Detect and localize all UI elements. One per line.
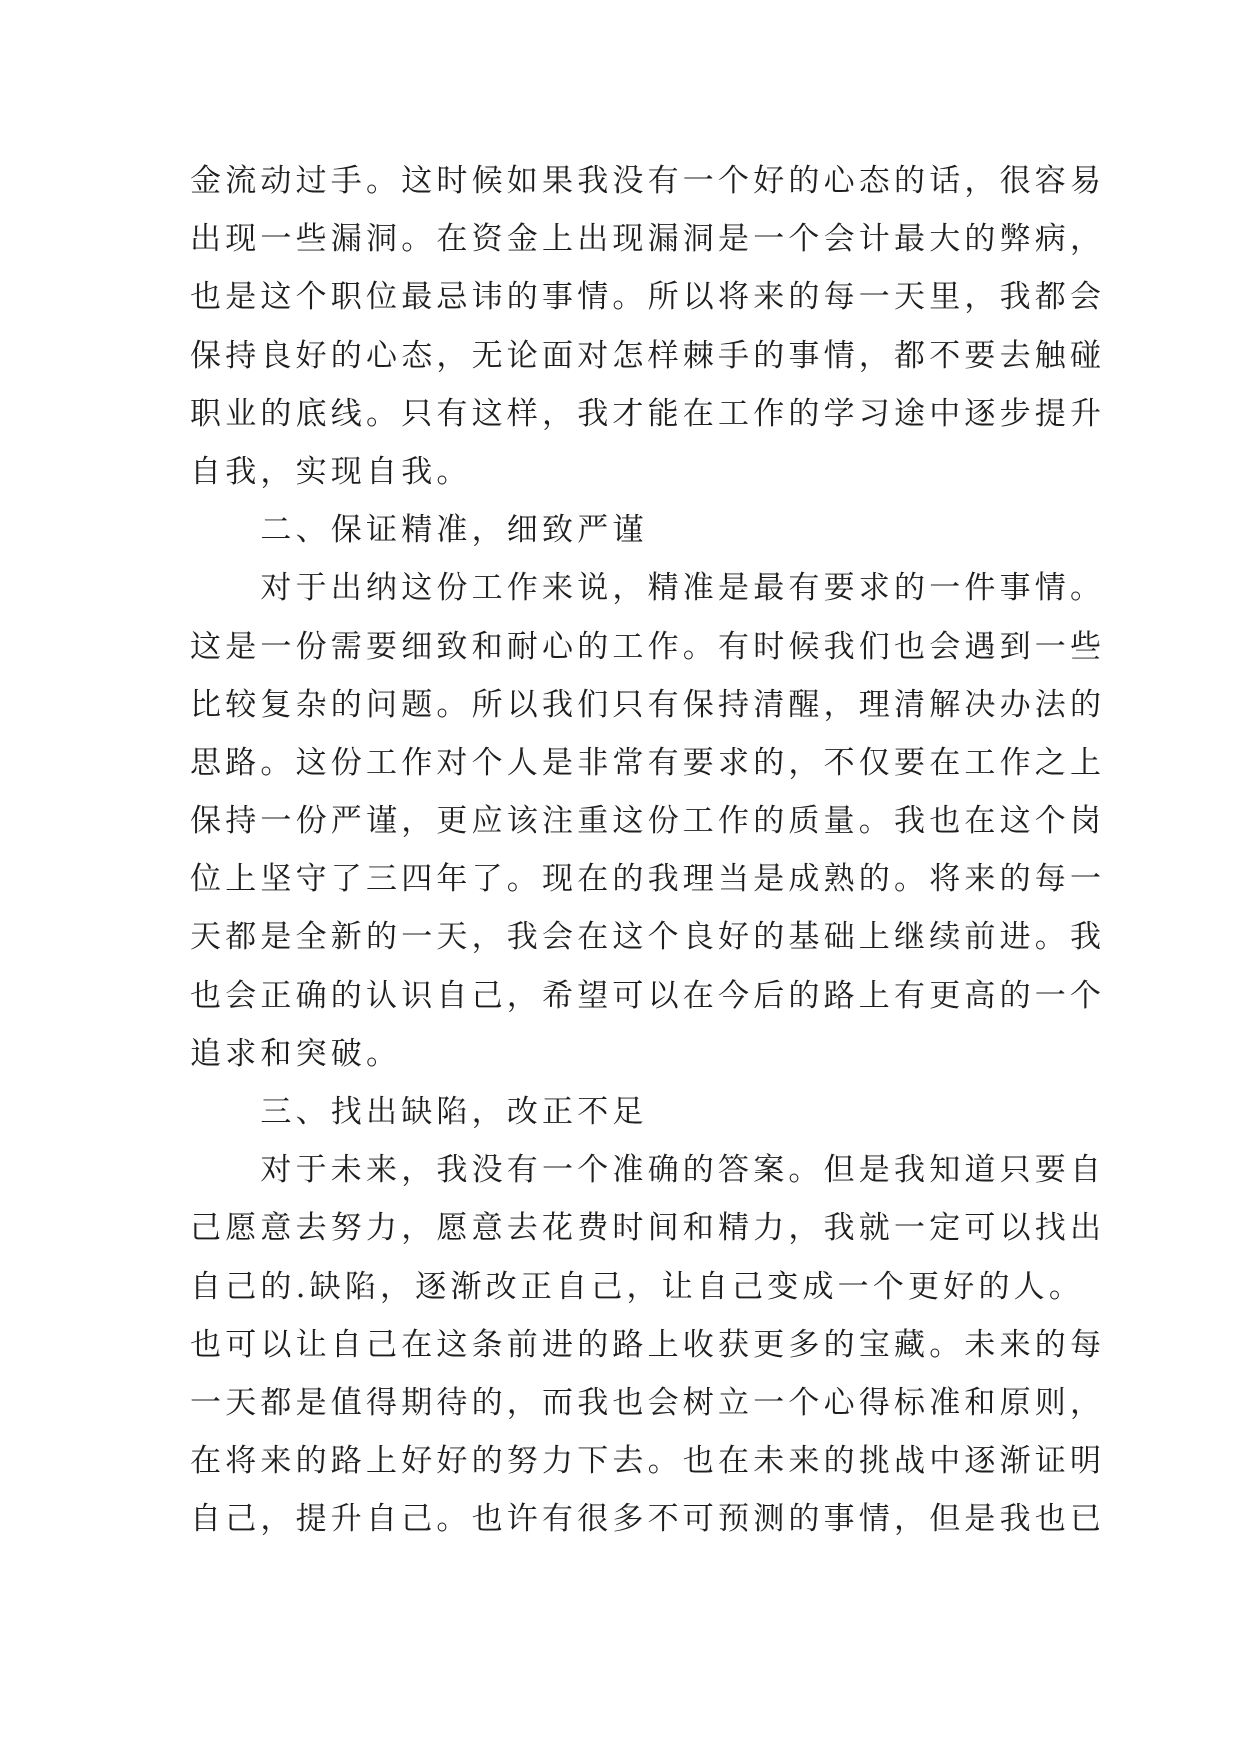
text-line: 自我，实现自我。 (190, 453, 472, 490)
section-heading: 三、找出缺陷，改正不足 (190, 1094, 648, 1130)
text-line: 自己的.缺陷，逐渐改正自己，让自己变成一个更好的人。 (190, 1268, 1085, 1305)
body-text (190, 152, 1106, 1549)
text-line: 自己，提升自己。也许有很多不可预测的事情，但是我也已 (190, 1501, 1106, 1538)
text-line: 职业的底线。只有这样，我才能在工作的学习途中逐步提升 (190, 395, 1106, 432)
text-line: 天都是全新的一天，我会在这个良好的基础上继续前进。我 (190, 919, 1106, 956)
text-line: 位上坚守了三四年了。现在的我理当是成熟的。将来的每一 (190, 861, 1106, 898)
text-line: 对于出纳这份工作来说，精准是最有要求的一件事情。 (190, 570, 1106, 607)
text-line: 对于未来，我没有一个准确的答案。但是我知道只要自 (190, 1152, 1106, 1189)
text-line: 保持一份严谨，更应该注重这份工作的质量。我也在这个岗 (190, 803, 1106, 840)
text-line: 在将来的路上好好的努力下去。也在未来的挑战中逐渐证明 (190, 1443, 1106, 1480)
text-line: 金流动过手。这时候如果我没有一个好的心态的话，很容易 (190, 163, 1106, 199)
section-heading: 二、保证精准，细致严谨 (190, 512, 648, 549)
text-line: 也可以让自己在这条前进的路上收获更多的宝藏。未来的每 (190, 1326, 1106, 1363)
text-line: 追求和突破。 (190, 1035, 402, 1072)
text-line: 出现一些漏洞。在资金上出现漏洞是一个会计最大的弊病， (190, 221, 1106, 258)
text-line: 一天都是值得期待的，而我也会树立一个心得标准和原则， (190, 1384, 1106, 1421)
text-line: 这是一份需要细致和耐心的工作。有时候我们也会遇到一些 (190, 628, 1106, 665)
text-line: 也会正确的认识自己，希望可以在今后的路上有更高的一个 (190, 977, 1106, 1014)
text-line: 思路。这份工作对个人是非常有要求的，不仅要在工作之上 (190, 744, 1106, 781)
text-line: 比较复杂的问题。所以我们只有保持清醒，理清解决办法的 (190, 686, 1106, 723)
text-line: 也是这个职位最忌讳的事情。所以将来的每一天里，我都会 (190, 279, 1106, 316)
text-line: 己愿意去努力，愿意去花费时间和精力，我就一定可以找出 (190, 1210, 1106, 1247)
text-line: 保持良好的心态，无论面对怎样棘手的事情，都不要去触碰 (190, 337, 1106, 374)
